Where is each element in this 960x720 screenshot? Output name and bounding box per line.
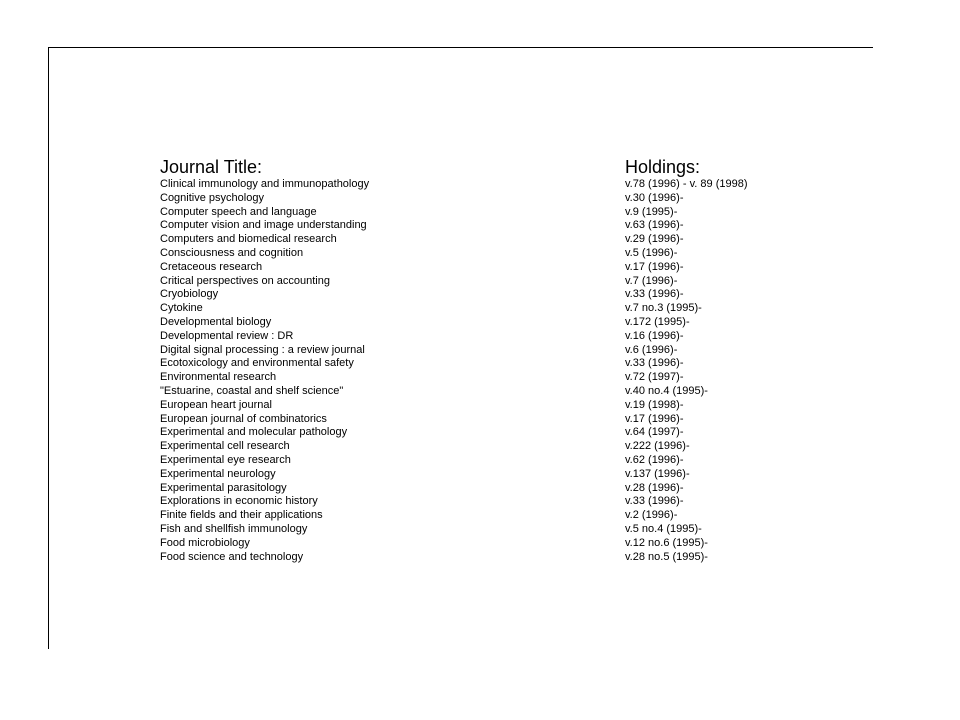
holdings-cell: v.28 (1996)- xyxy=(625,481,684,494)
journal-title-cell: Environmental research xyxy=(160,371,277,384)
holdings-cell: v.72 (1997)- xyxy=(625,371,684,384)
table-row xyxy=(160,330,800,344)
journal-title-cell: Fish and shellfish immunology xyxy=(160,522,308,535)
journal-title-cell: Finite fields and their applications xyxy=(160,509,323,522)
journal-title-cell: Ecotoxicology and environmental safety xyxy=(160,357,354,370)
holdings-cell: v.9 (1995)- xyxy=(625,205,678,218)
table-row xyxy=(160,316,800,330)
table-header xyxy=(160,156,800,178)
table-row xyxy=(160,551,800,565)
journal-title-cell: Critical perspectives on accounting xyxy=(160,274,330,287)
journal-title-cell: Consciousness and cognition xyxy=(160,246,304,259)
holdings-cell: v.7 no.3 (1995)- xyxy=(625,302,702,315)
table-row xyxy=(160,192,800,206)
holdings-cell: v.7 (1996)- xyxy=(625,274,678,287)
table-row xyxy=(160,385,800,399)
holdings-cell: v.17 (1996)- xyxy=(625,260,684,273)
holdings-cell: v.16 (1996)- xyxy=(625,329,684,342)
journal-title-cell: Experimental parasitology xyxy=(160,481,287,494)
journal-title-cell: Cognitive psychology xyxy=(160,191,264,204)
table-row xyxy=(160,523,800,537)
table-row xyxy=(160,206,800,220)
journal-title-cell: Developmental biology xyxy=(160,315,272,328)
table-row xyxy=(160,454,800,468)
journal-title-cell: Food microbiology xyxy=(160,536,250,549)
journal-title-cell: Cretaceous research xyxy=(160,260,263,273)
holdings-cell: v.63 (1996)- xyxy=(625,219,684,232)
table-row xyxy=(160,495,800,509)
journal-title-cell: Food science and technology xyxy=(160,550,304,563)
journal-title-cell: Digital signal processing : a review journal xyxy=(160,343,365,356)
holdings-cell: v.33 (1996)- xyxy=(625,357,684,370)
journal-title-header: Journal Title: xyxy=(160,157,263,177)
table-row xyxy=(160,371,800,385)
journal-title-cell: Cryobiology xyxy=(160,288,219,301)
journal-title-cell: Explorations in economic history xyxy=(160,495,318,508)
table-row xyxy=(160,440,800,454)
table-row xyxy=(160,275,800,289)
holdings-cell: v.2 (1996)- xyxy=(625,509,678,522)
table-row xyxy=(160,468,800,482)
table-row xyxy=(160,509,800,523)
journal-holdings-table xyxy=(160,156,800,564)
holdings-cell: v.29 (1996)- xyxy=(625,233,684,246)
journal-title-cell: Clinical immunology and immunopathology xyxy=(160,178,370,190)
table-row xyxy=(160,399,800,413)
journal-title-cell: European heart journal xyxy=(160,398,272,411)
table-row xyxy=(160,426,800,440)
journal-title-cell: Cytokine xyxy=(160,302,203,315)
holdings-cell: v.28 no.5 (1995)- xyxy=(625,550,708,563)
table-row xyxy=(160,233,800,247)
holdings-header: Holdings: xyxy=(625,157,701,177)
table-row xyxy=(160,219,800,233)
table-row xyxy=(160,482,800,496)
journal-title-cell: Experimental eye research xyxy=(160,453,291,466)
journal-title-cell: Computer vision and image understanding xyxy=(160,219,367,232)
holdings-cell: v.172 (1995)- xyxy=(625,315,690,328)
holdings-cell: v.78 (1996) - v. 89 (1998) xyxy=(625,178,748,190)
journal-title-cell: Computers and biomedical research xyxy=(160,233,337,246)
table-row xyxy=(160,357,800,371)
holdings-cell: v.222 (1996)- xyxy=(625,440,690,453)
table-body xyxy=(160,178,800,564)
journal-title-cell: European journal of combinatorics xyxy=(160,412,327,425)
holdings-cell: v.6 (1996)- xyxy=(625,343,678,356)
holdings-cell: v.137 (1996)- xyxy=(625,467,690,480)
holdings-cell: v.5 (1996)- xyxy=(625,246,678,259)
journal-title-cell: Experimental neurology xyxy=(160,467,276,480)
journal-title-cell: Experimental cell research xyxy=(160,440,290,453)
journal-title-cell: Developmental review : DR xyxy=(160,329,294,342)
journal-title-cell: "Estuarine, coastal and shelf science" xyxy=(160,384,344,397)
table-row xyxy=(160,413,800,427)
holdings-cell: v.64 (1997)- xyxy=(625,426,684,439)
table-row xyxy=(160,344,800,358)
holdings-cell: v.33 (1996)- xyxy=(625,288,684,301)
holdings-cell: v.40 no.4 (1995)- xyxy=(625,384,708,397)
table-row xyxy=(160,261,800,275)
table-row xyxy=(160,247,800,261)
holdings-cell: v.30 (1996)- xyxy=(625,191,684,204)
holdings-cell: v.17 (1996)- xyxy=(625,412,684,425)
table-row xyxy=(160,178,800,192)
table-row xyxy=(160,537,800,551)
holdings-cell: v.12 no.6 (1995)- xyxy=(625,536,708,549)
holdings-cell: v.5 no.4 (1995)- xyxy=(625,522,702,535)
holdings-cell: v.33 (1996)- xyxy=(625,495,684,508)
journal-title-cell: Computer speech and language xyxy=(160,205,317,218)
journal-title-cell: Experimental and molecular pathology xyxy=(160,426,348,439)
holdings-cell: v.19 (1998)- xyxy=(625,398,684,411)
table-row xyxy=(160,302,800,316)
table-row xyxy=(160,288,800,302)
holdings-cell: v.62 (1996)- xyxy=(625,453,684,466)
